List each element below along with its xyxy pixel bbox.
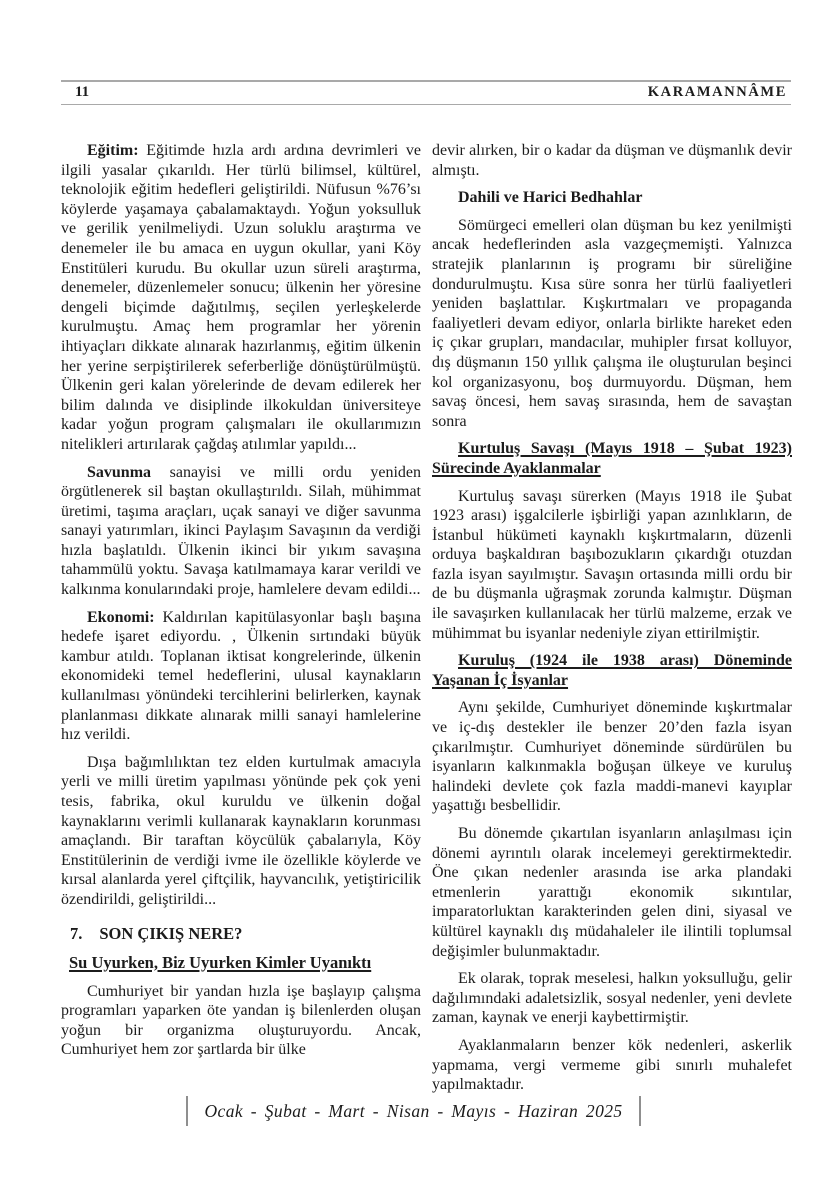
paragraph-somurgeci: Sömürgeci emelleri olan düşman bu kez yenilmişti ancak hedeflerinden asla vazgeçmemişti. Yalnızca stratejik planlarının iş programı bir süreliğine dondurulmuştu. Kısa süre sonra her türlü faaliyetleri yeniden başlattılar. Kışkırtmaları ve propaganda faaliyetleri devam ediyor, onlarla birlikte hareket eden iç çıkar grupları, mandacılar, muhipler fırsat kolluyor, dış düşmanın 150 yıllık çalışma ile oluşturulan beşinci kol organizasyonu, boş durmuyordu. Düşman, hem savaş öncesi, hem savaş sırasında, hem de savaştan sonra <box>432 216 792 430</box>
section-title: SON ÇIKIŞ NERE? <box>99 923 243 943</box>
page-number: 11 <box>75 83 90 100</box>
header-row <box>61 82 791 104</box>
paragraph-lead-savunma: Savunma <box>87 463 152 481</box>
footer-rule-left <box>186 1096 188 1126</box>
footer-rule-right <box>639 1096 641 1126</box>
header-rule-bottom <box>61 104 791 106</box>
issue-line: Ocak - Şubat - Mart - Nisan - Mayıs - Haziran 2025 <box>204 1100 623 1121</box>
paragraph-continuation: devir alırken, bir o kadar da düşman ve düşmanlık devir almıştı. <box>432 142 792 179</box>
paragraph-bu-donemde: Bu dönemde çıkartılan isyanların anlaşılması için dönemi ayrıntılı olarak incelemeyi gerektirmektedir. Öne çıkan nedenler arasında ise arka plandaki etmenlerin yarattığı ekonomik sıkıntılar, imparatorluktan karakterinden gelen dini, siyasal ve kültürel kaynaklı dış müdahaleler ile ilintili toplumsal değişimler bulunmaktadır. <box>432 825 792 960</box>
paragraph-cumhuriyet: Cumhuriyet bir yandan hızla işe başlayıp çalışma programları yaparken öte yandan iş bilenlerden oluşan yoğun bir organizma oluşturuyordu. Ancak, Cumhuriyet hem zor şartlarda bir ülke <box>61 982 421 1059</box>
paragraph-text-egitim: Eğitimde hızla ardı ardına devrimleri ve ilgili yasalar çıkarıldı. Her türlü bilimsel, kültürel, teknolojik eğitim hedefleri geliştirildi. Nüfusun %76’sı köylerde yaşamaya çabalamaktaydı. Yoğun yoksulluk ve gerilik yenilmeliydi. Uzun soluklu araştırma ve denemeler ile bu amaca en uygun okullar, yani Köy Enstitüleri kurudu. Bu okullar uzun süreli araştırma, denemeler, düzenlemeler sonucu; ülkenin her yöresine dengeli biçimde dağıtılmış, seçilen yerleşkelerde kurulmuştu. Amaç hem programlar her yörenin ihtiyaçları dikkate alınarak hazırlanmış, eğitim ülkenin her yerine serpiştirilerek seferberliğe dönüştürülmüştü. Ülkenin geri kalan yörelerinde de devam edilerek her bilim dalında ve disiplinde ilkokuldan üniversiteye kadar yoğun program çalışmaları ile okullarımızın nitelikleri artırılarak çağdaş atılımlar yapıldı... <box>61 142 421 453</box>
paragraph-ayaklanmalarin: Ayaklanmaların benzer kök nedenleri, askerlik yapmama, vergi vermeme gibi sınırlı muhalefet yapılmaktadır. <box>432 1036 792 1094</box>
paragraph-ek-olarak: Ek olarak, toprak meselesi, halkın yoksulluğu, gelir dağılımındaki adaletsizlik, sosyal nedenler, yeni devlete zaman, kaynak ve enerji kaybettirmiştir. <box>432 970 792 1027</box>
paragraph-disa-bagimlilik: Dışa bağımlılıktan tez elden kurtulmak amacıyla yerli ve milli üretim yapılması yönünde pek çok yeni tesis, fabrika, okul kuruldu ve ülkenin doğal kaynaklarını verimli kullanarak kaynakların korunması amaçlandı. Bir taraftan köycülük çabalarıyla, Köy Enstitülerinin de verdiği ivme ile özellikle köylerde ve kırsal alanlarda yerel çiftçilik, hayvancılık, yetiştiricilik özendirildi, geliştirildi... <box>61 753 421 908</box>
paragraph-savunma <box>61 463 421 600</box>
journal-title: KARAMANNÂME <box>647 83 787 100</box>
paragraph-ekonomi <box>61 608 421 745</box>
paragraph-lead-ekonomi: Ekonomi: <box>87 608 155 626</box>
article-body <box>61 141 792 1103</box>
left-column <box>61 141 421 1103</box>
paragraph-lead-egitim: Eğitim: <box>87 142 139 159</box>
sub-heading-su-uyurken: Su Uyurken, Biz Uyurken Kimler Uyanıktı <box>69 952 372 972</box>
page-footer <box>0 1096 827 1126</box>
paragraph-ayni-sekilde: Aynı şekilde, Cumhuriyet döneminde kışkırtmalar ve iç-dış destekler ile benzer 20’den fazla isyan çıkarılmıştır. Cumhuriyet döneminde sürdürülen bu isyanların kalkınmakla boğuşan ülkeye ve kuruluş halindeki devlete çok fazla maddi-manevi kayıplar yaşattığı besbellidir. <box>432 699 792 815</box>
paragraph-kurtulus-savasi: Kurtuluş savaşı sürerken (Mayıs 1918 ile Şubat 1923 arası) işgalcilerle işbirliği yapan azınlıkların, de İstanbul hükümeti kaynaklı kışkırtmaların, düzenli orduya başkaldıran başıbozukların çıkardığı otuzdan fazla isyan sayılmıştır. Savaşın ortasında milli ordu bir de bu düşmanla uğraşmak zorunda kalmıştır. Düşman ile savaşırken kullanılacak her türlü malzeme, erzak ve mühimmat bu isyanlar nedeniyle ziyan ettirilmiştir. <box>432 487 792 642</box>
section-heading <box>61 924 421 944</box>
paragraph-egitim <box>61 141 421 455</box>
paragraph-text-savunma: sanayisi ve milli ordu yeniden örgütlenerek sil baştan okullaştırıldı. Silah, mühimmat üretimi, taşıma araçları, uçak sanayi ve diğer savunma sanayi yatırımları, ikinci Paylaşım Savaşının da verdiği hızla başlatıldı. Ülkenin ikinci bir yıkım savaşına tahammülü yoktu. Savaşa katılmamaya karar verildi ve kalkınma konularındaki proje, hamlelere devam edildi... <box>61 463 421 599</box>
heading-kurtulus-savasi-ayaklanmalar: Kurtuluş Savaşı (Mayıs 1918 – Şubat 1923) Sürecinde Ayaklanmalar <box>432 440 792 477</box>
section-number: 7. <box>70 923 83 943</box>
right-column <box>432 141 792 1103</box>
page-header <box>61 80 791 105</box>
heading-kurulus-donemi-isyanlar: Kuruluş (1924 ile 1938 arası) Döneminde Yaşanan İç İsyanlar <box>432 652 792 689</box>
heading-dahili-ve-harici-bedhahlar: Dahili ve Harici Bedhahlar <box>458 189 643 207</box>
paragraph-text-ekonomi: Kaldırılan kapitülasyonlar başlı başına hedefe işaret ediyordu. , Ülkenin sırtındaki büyük kambur atıldı. Toplanan iktisat kongrelerinde, ülkenin ekonomideki temel hedeflerini, ulusal kaynakların kullanılması yönündeki tercihlerini belirlerken, kaynak planlanması dikkate alınarak milli sanayi hamlelerine hız verildi. <box>61 608 421 744</box>
